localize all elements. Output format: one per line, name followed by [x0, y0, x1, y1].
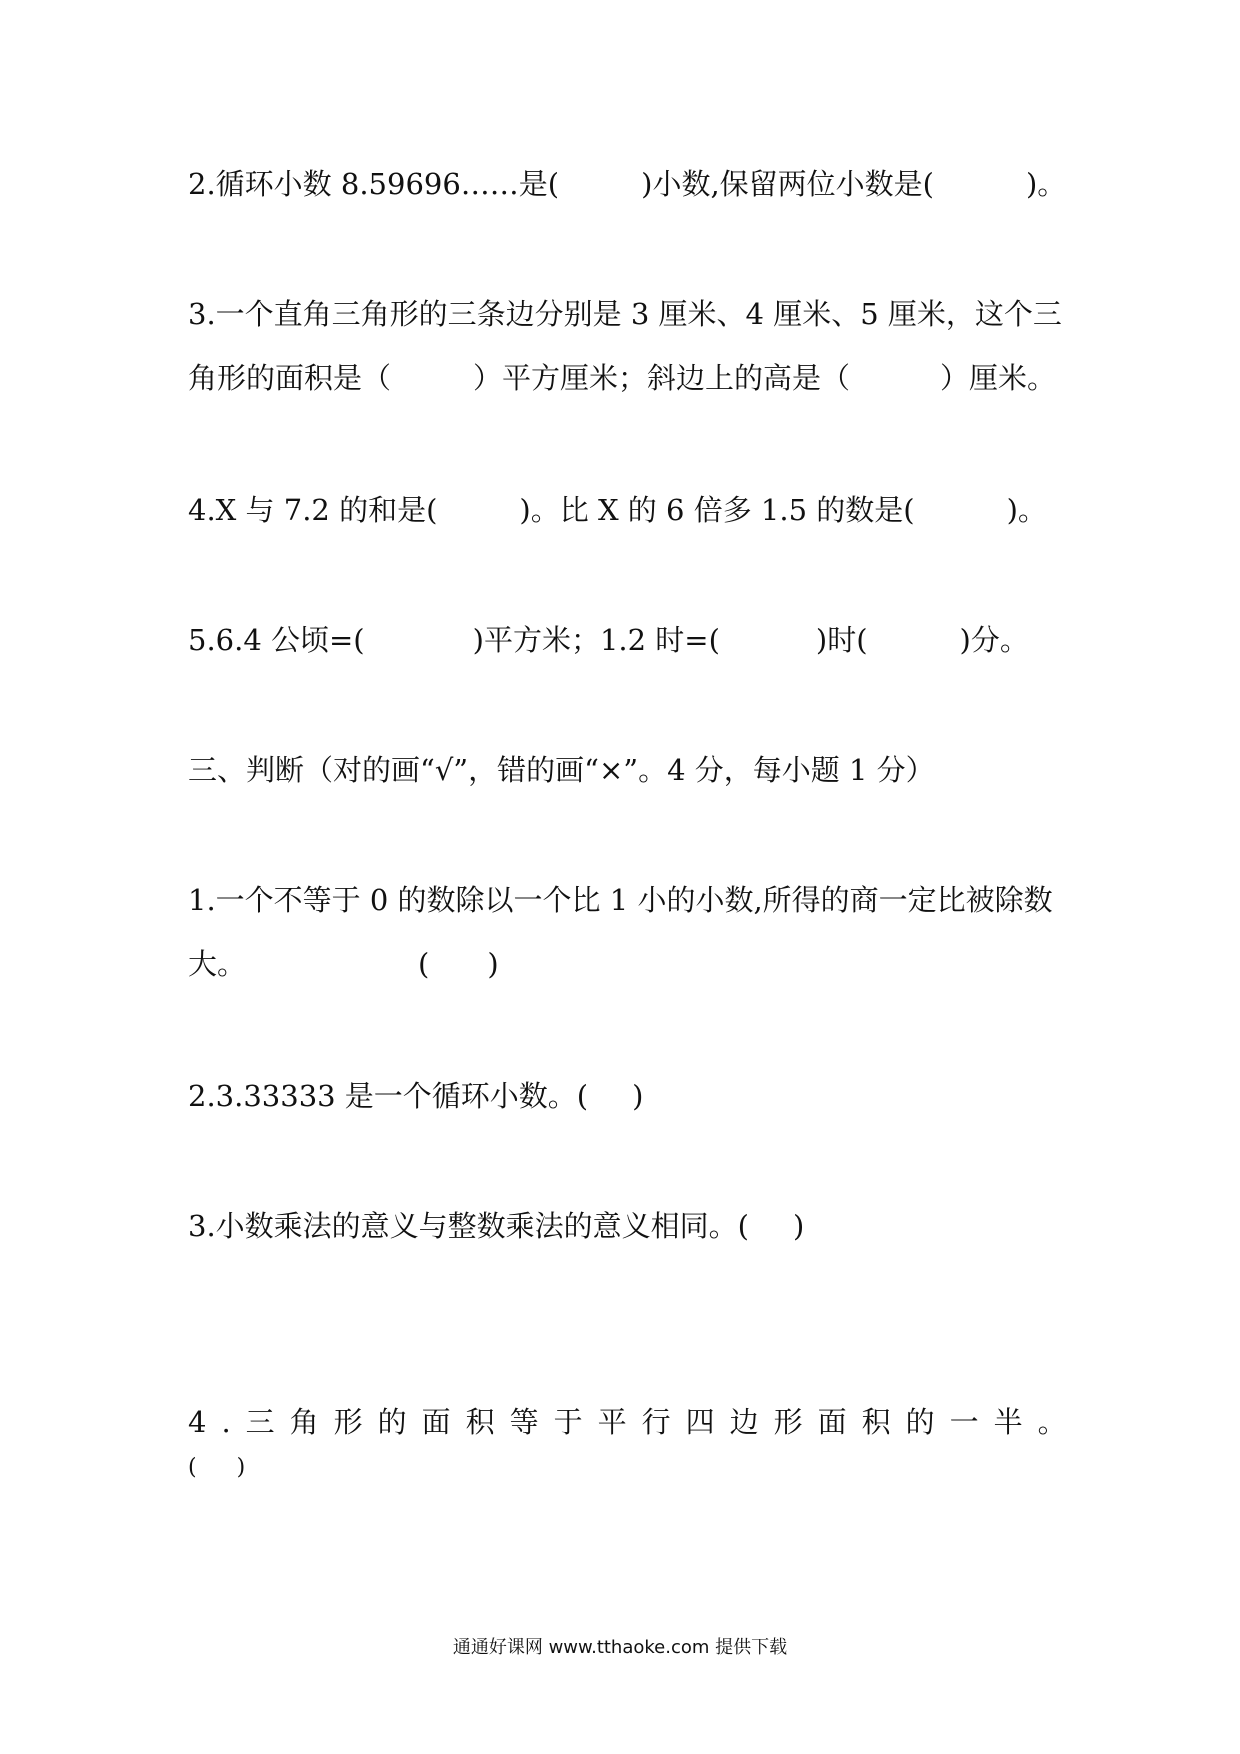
q3-line2-prefix: 角形的面积是（ [188, 361, 392, 395]
q2-middle: )小数,保留两位小数是( [641, 167, 934, 201]
jq2-bracket-close: ) [632, 1079, 644, 1113]
jq1-bracket-open: ( [418, 947, 430, 981]
q5-suffix: )分。 [959, 623, 1029, 657]
judgement-question-1-line-2 [188, 946, 499, 982]
judgement-question-4: 4.三角形的面积等于平行四边形面积的一半。 [188, 1405, 1082, 1439]
fill-in-question-5 [188, 622, 1029, 658]
jq1-bracket-close: ) [487, 947, 499, 981]
q5-prefix: 5.6.4 公顷=( [188, 623, 365, 657]
jq4-bracket-close: ) [236, 1455, 246, 1480]
page-footer: 通通好课网 www.tthaoke.com 提供下载 [452, 1637, 788, 1658]
q5-middle-1: )平方米；1.2 时=( [472, 623, 720, 657]
judgement-question-2 [188, 1078, 643, 1114]
section-heading-judgement: 三、判断（对的画“√”，错的画“×”。4 分，每小题 1 分） [188, 753, 935, 787]
judgement-question-1-line-1: 1.一个不等于 0 的数除以一个比 1 小的小数,所得的商一定比被除数 [188, 883, 1053, 917]
fill-in-question-2 [188, 166, 1066, 202]
q3-line2-middle: ）平方厘米；斜边上的高是（ [473, 361, 851, 395]
q3-line2-suffix: ）厘米。 [940, 361, 1057, 395]
q2-prefix: 2.循环小数 8.59696……是( [188, 167, 560, 201]
fill-in-question-3-line-1: 3.一个直角三角形的三条边分别是 3 厘米、4 厘米、5 厘米，这个三 [188, 297, 1062, 331]
jq1-line2: 大。 [188, 947, 247, 981]
q4-middle: )。比 X 的 6 倍多 1.5 的数是( [519, 493, 915, 527]
judgement-question-3 [188, 1208, 804, 1244]
judgement-question-4-bracket [188, 1450, 245, 1486]
q5-middle-2: )时( [815, 623, 868, 657]
fill-in-question-3-line-2 [188, 360, 1056, 396]
jq3-text: 3.小数乘法的意义与整数乘法的意义相同。( [188, 1209, 749, 1243]
q4-suffix: )。 [1006, 493, 1047, 527]
q2-suffix: )。 [1025, 167, 1067, 201]
jq2-text: 2.3.33333 是一个循环小数。( [188, 1079, 589, 1113]
jq4-bracket-open: ( [188, 1455, 197, 1480]
jq3-bracket-close: ) [792, 1209, 805, 1243]
q4-prefix: 4.X 与 7.2 的和是( [188, 493, 438, 527]
fill-in-question-4 [188, 492, 1047, 528]
